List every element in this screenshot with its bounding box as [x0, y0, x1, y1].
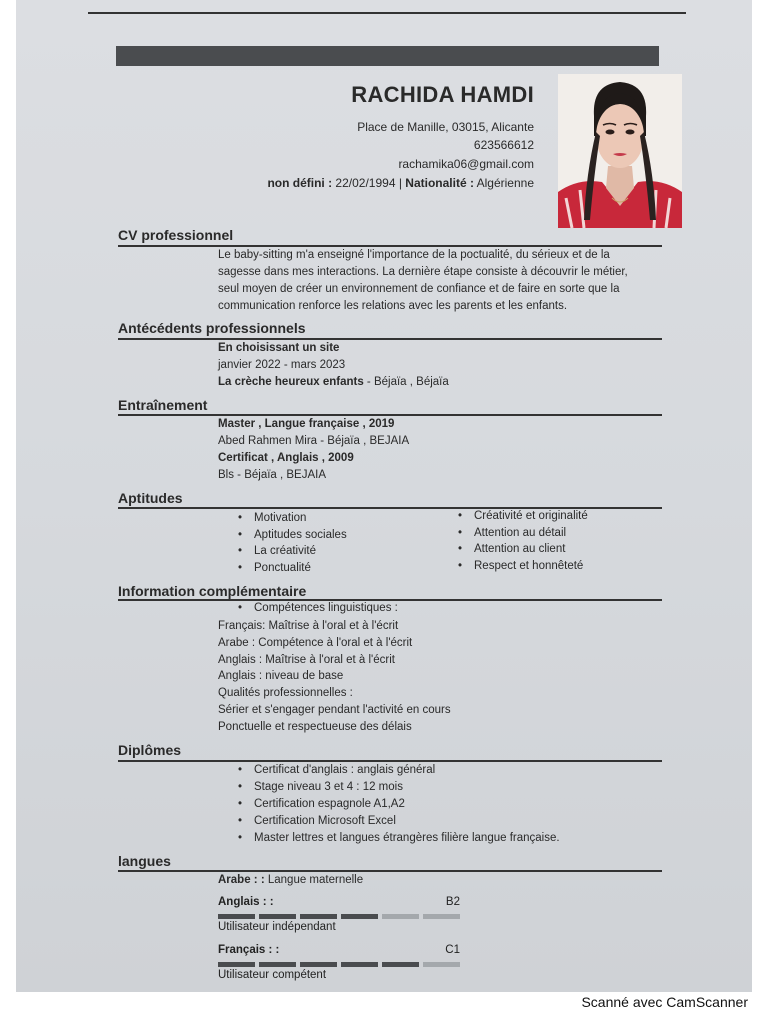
school: Bls - Béjaïa , BEJAIA — [218, 469, 327, 481]
email: rachamika06@gmail.com — [398, 157, 534, 171]
additional-line: Sérier et s'engager pendant l'activité en cours — [218, 703, 451, 716]
level-segment — [341, 962, 378, 967]
profile-line: sagesse dans mes interactions. La dernière étape consiste à découvrir le métier, — [218, 266, 628, 278]
level-segment — [423, 962, 460, 967]
experience-entry — [218, 340, 449, 391]
native-language-label: Arabe : : — [218, 874, 265, 886]
level-segment — [259, 962, 296, 967]
language-level-bar — [218, 914, 460, 919]
additional-line: Ponctuelle et respectueuse des délais — [218, 720, 412, 733]
scanned-page — [16, 0, 752, 992]
school: Abed Rahmen Mira - Béjaïa , BEJAIA — [218, 435, 410, 447]
birth-label: non défini : — [267, 176, 333, 190]
diploma-item: • Certificat d'anglais : anglais général — [238, 762, 560, 779]
language-label: Français : : — [218, 944, 280, 956]
employer-location: - Béjaïa , Béjaïa — [363, 376, 449, 388]
skill-item: • Motivation — [238, 510, 347, 527]
level-segment — [300, 914, 337, 919]
native-language — [218, 872, 363, 889]
job-dates: janvier 2022 - mars 2023 — [218, 359, 346, 371]
level-segment — [218, 914, 255, 919]
additional-bullet: • Compétences linguistiques : — [238, 602, 398, 614]
skill-item: • Attention au client — [458, 541, 588, 558]
native-language-value: Langue maternelle — [267, 874, 364, 886]
skill-item: • Créativité et originalité — [458, 508, 588, 525]
additional-lines — [218, 618, 451, 736]
skills-right-list — [458, 508, 588, 574]
address: Place de Manille, 03015, Alicante — [357, 120, 534, 134]
level-segment — [259, 914, 296, 919]
additional-line: Qualités professionnelles : — [218, 687, 353, 700]
language-level-bar — [218, 962, 460, 967]
language-description: Utilisateur indépendant — [218, 921, 336, 933]
phone: 623566612 — [473, 138, 534, 152]
degree: Master , Langue française , 2019 — [218, 418, 395, 430]
language-label: Anglais : : — [218, 896, 274, 908]
additional-line: Français: Maîtrise à l'oral et à l'écrit — [218, 620, 399, 632]
language-level: C1 — [445, 944, 460, 956]
scanner-watermark: Scanné avec CamScanner — [581, 994, 748, 1010]
skill-item: • Attention au détail — [458, 525, 588, 542]
skill-item: • Aptitudes sociales — [238, 527, 347, 544]
profile-text — [218, 247, 628, 315]
skill-item: • Respect et honnêteté — [458, 558, 588, 575]
section-title-diplomas: Diplômes — [118, 742, 182, 758]
section-rule — [118, 599, 662, 601]
level-segment — [423, 914, 460, 919]
employer-line — [218, 374, 449, 391]
diploma-item: • Certification Microsoft Excel — [238, 813, 560, 830]
profile-photo — [558, 74, 682, 228]
additional-line: Anglais : Maîtrise à l'oral et à l'écrit — [218, 653, 395, 666]
birth-value: 22/02/1994 | — [332, 176, 406, 190]
language-item-french — [218, 943, 460, 981]
header-bar — [116, 46, 659, 66]
diploma-item: • Stage niveau 3 et 4 : 12 mois — [238, 779, 560, 796]
section-title-additional: Information complémentaire — [118, 583, 307, 599]
degree: Certificat , Anglais , 2009 — [218, 452, 354, 464]
profile-line: Le baby-sitting m'a enseigné l'importance de la poctualité, du sérieux et de la — [218, 249, 610, 261]
employer: La crèche heureux enfants — [218, 376, 364, 388]
section-title-languages: langues — [118, 853, 171, 869]
diploma-item: • Certification espagnole A1,A2 — [238, 796, 560, 813]
level-segment — [382, 914, 419, 919]
diplomas-list — [238, 762, 560, 847]
section-title-education: Entraînement — [118, 397, 208, 413]
section-title-skills: Aptitudes — [118, 490, 183, 506]
section-rule — [118, 870, 662, 872]
section-title-experience: Antécédents professionnels — [118, 320, 306, 336]
diploma-item: • Master lettres et langues étrangères filière langue française. — [238, 830, 560, 847]
skill-item: • Ponctualité — [238, 560, 347, 577]
section-title-profile: CV professionnel — [118, 227, 234, 243]
top-rule — [88, 12, 686, 14]
profile-line: seul moyen de créer un environnement de confiance et de faire en sorte que la — [218, 283, 620, 295]
level-segment — [341, 914, 378, 919]
language-level: B2 — [445, 896, 460, 908]
additional-line: Anglais : niveau de base — [218, 670, 344, 683]
language-description: Utilisateur compétent — [218, 969, 327, 981]
nationality-label: Nationalité : — [405, 176, 474, 190]
language-item-english — [218, 895, 460, 933]
birth-nationality-line — [267, 176, 534, 190]
candidate-name: RACHIDA HAMDI — [351, 82, 534, 107]
education-list — [218, 416, 409, 484]
level-segment — [382, 962, 419, 967]
level-segment — [218, 962, 255, 967]
additional-line: Arabe : Compétence à l'oral et à l'écrit — [218, 636, 413, 649]
skills-left-list — [238, 510, 347, 576]
nationality-value: Algérienne — [473, 176, 534, 190]
skill-item: • La créativité — [238, 543, 347, 560]
level-segment — [300, 962, 337, 967]
job-title: En choisissant un site — [218, 342, 340, 354]
profile-line: communication renforce les relations avec les parents et les enfants. — [218, 300, 568, 312]
